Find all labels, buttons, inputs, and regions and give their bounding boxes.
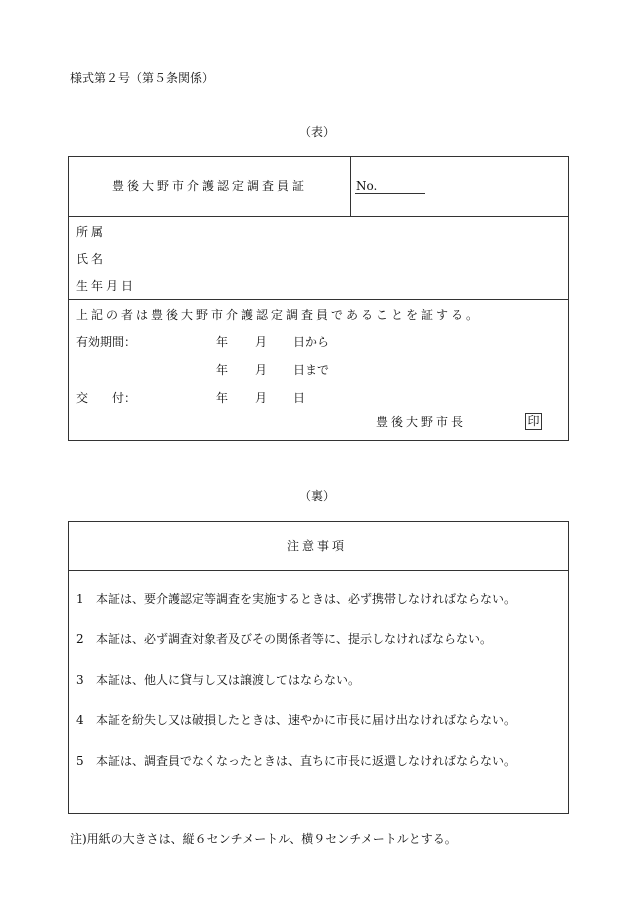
notice-item-number: 4 [76, 713, 84, 727]
issue-month: 月 [255, 391, 268, 405]
validity-to-month: 月 [255, 363, 268, 377]
validity-to-year: 年 [216, 363, 229, 377]
validity-label: 有効期間： [76, 335, 137, 349]
notice-item-number: 3 [76, 673, 84, 687]
name-label: 氏名 [76, 252, 107, 266]
title-row-border [68, 216, 569, 217]
number-field-line [355, 193, 425, 194]
notice-item-text: 本証を紛失し又は破損したときは、速やかに市長に届け出なければならない。 [96, 713, 517, 727]
notice-item-text: 本証は、要介護認定等調査を実施するときは、必ず携帯しなければならない。 [96, 592, 517, 606]
affiliation-label: 所属 [76, 225, 107, 239]
personal-row-border [68, 299, 569, 300]
notice-item-number: 5 [76, 754, 84, 768]
seal-mark: 印 [525, 413, 542, 430]
validity-to-day: 日まで [293, 363, 330, 377]
number-label: No. [356, 179, 378, 193]
notice-item-number: 2 [76, 632, 84, 646]
issue-label: 交 付： [76, 391, 137, 405]
issue-day: 日 [293, 391, 306, 405]
form-number: 様式第２号（第５条関係） [70, 71, 215, 85]
notice-item-text: 本証は、調査員でなくなったときは、直ちに市長に返還しなければならない。 [96, 754, 517, 768]
notice-item-number: 1 [76, 592, 84, 606]
front-heading: （表） [299, 125, 336, 139]
card-title: 豊後大野市介護認定調査員証 [112, 179, 308, 193]
title-divider [350, 156, 351, 216]
certification-text: 上記の者は豊後大野市介護認定調査員であることを証する。 [76, 308, 482, 322]
back-card [68, 521, 569, 814]
issuer-name: 豊後大野市長 [376, 415, 467, 429]
validity-from-day: 日から [293, 335, 330, 349]
back-heading: （裏） [299, 489, 336, 503]
back-title-border [68, 570, 569, 571]
size-note: 注)用紙の大きさは、縦６センチメートル、横９センチメートルとする。 [70, 832, 457, 846]
notice-item-text: 本証は、他人に貸与し又は譲渡してはならない。 [96, 673, 361, 687]
birthdate-label: 生年月日 [76, 279, 137, 293]
notice-item-text: 本証は、必ず調査対象者及びその関係者等に、提示しなければならない。 [96, 632, 493, 646]
validity-from-year: 年 [216, 335, 229, 349]
notice-title: 注意事項 [287, 539, 348, 553]
issue-year: 年 [216, 391, 229, 405]
validity-from-month: 月 [255, 335, 268, 349]
